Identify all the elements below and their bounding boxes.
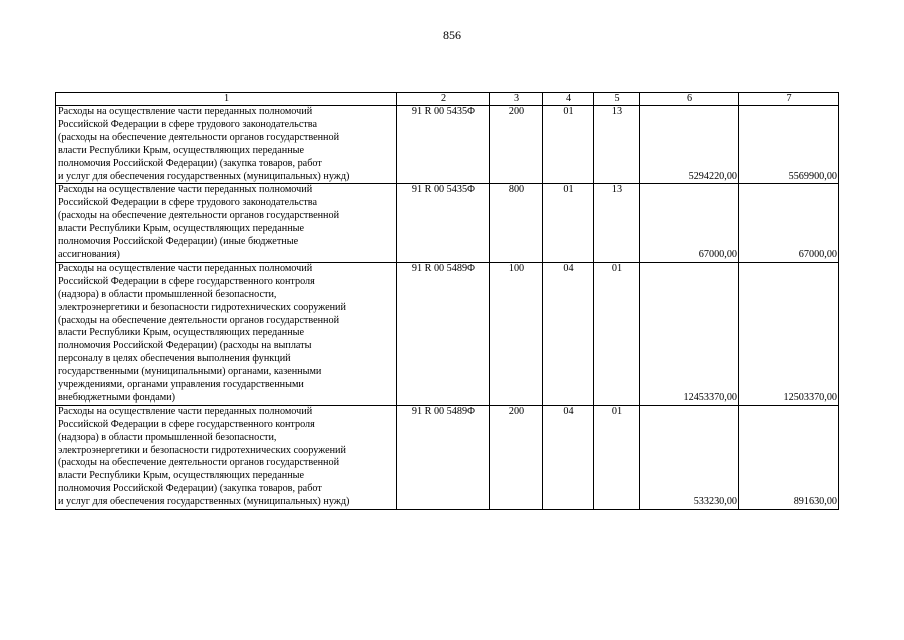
row-subsection: 01 <box>594 262 640 405</box>
description-line: ассигнования) <box>58 248 120 260</box>
row-description <box>56 184 397 262</box>
header-row <box>56 93 839 106</box>
description-line: Расходы на осуществление части переданных полномочий <box>58 262 313 274</box>
description-line: и услуг для обеспечения государственных (муниципальных) нужд) <box>58 496 350 508</box>
description-line: Расходы на осуществление части переданных полномочий <box>58 106 313 117</box>
row-amount-2: 67000,00 <box>739 184 839 262</box>
description-line: (расходы на обеспечение деятельности органов государственной <box>58 314 340 326</box>
row-code: 91 R 00 5489Ф <box>397 262 490 405</box>
row-expense-type: 800 <box>490 184 543 262</box>
description-line: власти Республики Крым, осуществляющих переданные <box>58 327 305 339</box>
row-subsection: 01 <box>594 405 640 509</box>
row-section: 01 <box>543 106 594 184</box>
description-line: электроэнергетики и безопасности гидротехнических сооружений <box>58 301 346 313</box>
description-line: Российской Федерации в сфере трудового законодательства <box>58 197 318 209</box>
description-line: власти Республики Крым, осуществляющих переданные <box>58 470 305 482</box>
description-line: государственными (муниципальными) органами, казенными <box>58 366 322 378</box>
row-amount-1: 533230,00 <box>640 405 739 509</box>
row-section: 01 <box>543 184 594 262</box>
description-line: полномочия Российской Федерации) (расходы на выплаты <box>58 340 312 352</box>
table-row <box>56 405 839 509</box>
description-line: (надзора) в области промышленной безопасности, <box>58 431 277 443</box>
row-amount-1: 12453370,00 <box>640 262 739 405</box>
description-line: власти Республики Крым, осуществляющих переданные <box>58 223 305 235</box>
row-amount-2: 891630,00 <box>739 405 839 509</box>
row-amount-1: 67000,00 <box>640 184 739 262</box>
page-number: 856 <box>443 28 461 42</box>
description-line: Российской Федерации в сфере государственного контроля <box>58 418 315 430</box>
row-description <box>56 106 397 184</box>
row-amount-2: 5569900,00 <box>739 106 839 184</box>
row-code: 91 R 00 5489Ф <box>397 405 490 509</box>
table-body <box>56 106 839 510</box>
description-line: Расходы на осуществление части переданных полномочий <box>58 184 313 196</box>
row-section: 04 <box>543 405 594 509</box>
row-expense-type: 200 <box>490 405 543 509</box>
description-line: внебюджетными фондами) <box>58 391 176 403</box>
row-expense-type: 200 <box>490 106 543 184</box>
budget-table <box>55 92 839 510</box>
description-line: власти Республики Крым, осуществляющих переданные <box>58 144 305 156</box>
description-line: Расходы на осуществление части переданных полномочий <box>58 405 313 417</box>
header-cell-2: 2 <box>397 93 490 106</box>
description-line: полномочия Российской Федерации) (иные бюджетные <box>58 236 299 248</box>
row-description <box>56 262 397 405</box>
description-line: и услуг для обеспечения государственных (муниципальных) нужд) <box>58 170 350 182</box>
header-cell-7: 7 <box>739 93 839 106</box>
header-cell-5: 5 <box>594 93 640 106</box>
description-line: (расходы на обеспечение деятельности органов государственной <box>58 457 340 469</box>
table-row <box>56 262 839 405</box>
row-section: 04 <box>543 262 594 405</box>
row-description <box>56 405 397 509</box>
table-row <box>56 184 839 262</box>
row-code: 91 R 00 5435Ф <box>397 106 490 184</box>
description-line: (расходы на обеспечение деятельности органов государственной <box>58 131 340 143</box>
table-row <box>56 106 839 184</box>
description-line: Российской Федерации в сфере трудового законодательства <box>58 118 318 130</box>
description-line: (надзора) в области промышленной безопасности, <box>58 288 277 300</box>
header-cell-6: 6 <box>640 93 739 106</box>
description-line: полномочия Российской Федерации) (закупка товаров, работ <box>58 483 322 495</box>
description-line: (расходы на обеспечение деятельности органов государственной <box>58 210 340 222</box>
row-amount-1: 5294220,00 <box>640 106 739 184</box>
description-line: учреждениями, органами управления государственными <box>58 379 304 391</box>
description-line: Российской Федерации в сфере государственного контроля <box>58 275 315 287</box>
row-subsection: 13 <box>594 184 640 262</box>
header-cell-1: 1 <box>56 93 397 106</box>
row-amount-2: 12503370,00 <box>739 262 839 405</box>
row-subsection: 13 <box>594 106 640 184</box>
header-cell-4: 4 <box>543 93 594 106</box>
description-line: электроэнергетики и безопасности гидротехнических сооружений <box>58 444 346 456</box>
row-code: 91 R 00 5435Ф <box>397 184 490 262</box>
header-cell-3: 3 <box>490 93 543 106</box>
description-line: полномочия Российской Федерации) (закупка товаров, работ <box>58 157 322 169</box>
row-expense-type: 100 <box>490 262 543 405</box>
description-line: персоналу в целях обеспечения выполнения функций <box>58 353 291 365</box>
